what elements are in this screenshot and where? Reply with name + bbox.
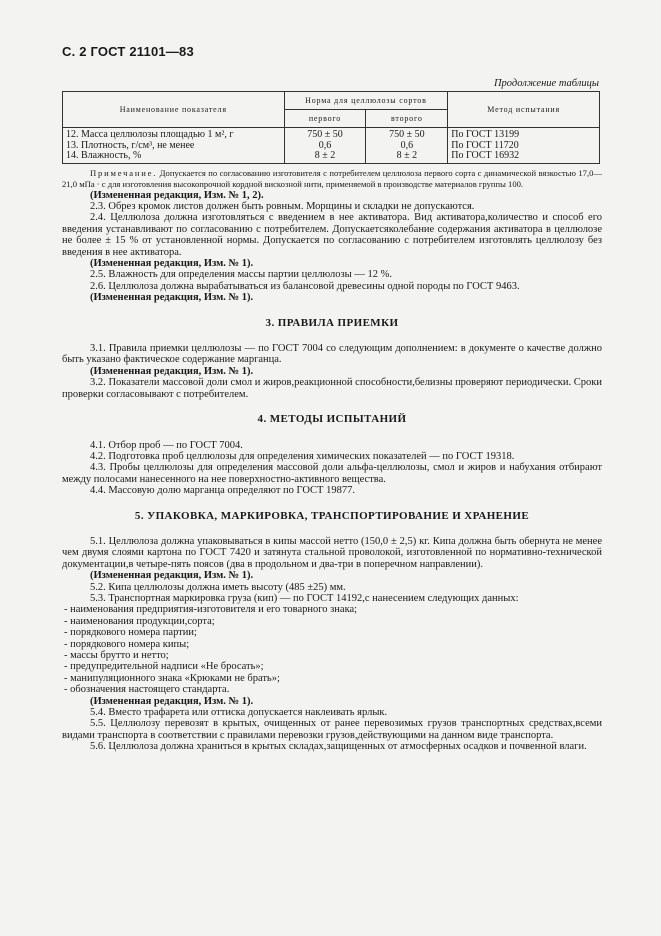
section-4-heading: 4. МЕТОДЫ ИСПЫТАНИЙ — [257, 413, 407, 426]
paragraph-2-4: 2.4. Целлюлоза должна изготовляться с введением в нее активатора. Вид активатора,количество и способ его введения устанавливают по согласованию с потребителем. Допускаетсяколебание содержания активатора в целлюлозе не более ± 15 % от установленной нормы. Допускается по согласованию с потребителем изготовлять целлюлозу без введения в нее активатора. — [62, 212, 602, 258]
paragraph-5-2: 5.2. Кипа целлюлозы должна иметь высоту (485 ±25) мм. — [90, 581, 346, 593]
paragraph-2-3: 2.3. Обрез кромок листов должен быть ровным. Морщины и складки не допускаются. — [90, 201, 475, 212]
table-row — [63, 128, 600, 141]
row-first: 750 ± 50 — [284, 128, 366, 141]
edit-note: (Измененная редакция, Изм. № 1). — [90, 258, 254, 270]
table-row — [63, 151, 600, 163]
paragraph-5-3: 5.3. Транспортная маркировка груза (кип) — по ГОСТ 14192,с нанесением следующих данных: — [90, 592, 519, 604]
paragraph-4-4: 4.4. Массовую долю марганца определяют по ГОСТ 19877. — [90, 485, 355, 497]
paragraph-5-6: 5.6. Целлюлоза должна храниться в крытых складах,защищенных от атмосферных осадков и почвенной влаги. — [90, 741, 587, 753]
edit-note: (Измененная редакция, Изм. № 1). — [90, 695, 254, 707]
paragraph-5-1: 5.1. Целлюлоза должна упаковываться в кипы массой нетто (150,0 ± 2,5) кг. Кипа должна быть обернута не менее чем двумя слоями картона по ГОСТ 7420 и затянута стальной проволокой, изготовленной по нормативно-технической документации,в четыре-пять поясов (два в продольном и два-три в поперечном направлении). — [62, 535, 602, 570]
row-first: 0,6 — [284, 141, 366, 152]
paragraph-2-6: 2.6. Целлюлоза должна вырабатываться из балансовой древесины одной породы по ГОСТ 9463. — [90, 280, 520, 292]
col-header-second: второго — [366, 110, 448, 128]
row-first: 8 ± 2 — [284, 151, 366, 163]
list-item: - манипуляционного знака «Крюками не брать»; — [64, 672, 280, 684]
section-5-heading: 5. УПАКОВКА, МАРКИРОВКА, ТРАНСПОРТИРОВАНИЕ И ХРАНЕНИЕ — [134, 509, 530, 522]
col-header-name: Наименование показателя — [63, 92, 285, 128]
list-item: - порядкового номера партии; — [64, 627, 197, 639]
row-name: 12. Масса целлюлозы площадью 1 м², г — [63, 128, 285, 141]
paragraph-4-2: 4.2. Подготовка проб целлюлозы для определения химических показателей — по ГОСТ 19318. — [90, 450, 515, 462]
row-second: 8 ± 2 — [366, 151, 448, 163]
table-note — [62, 168, 602, 190]
parameters-table — [62, 91, 600, 164]
col-header-norm: Норма для целлюлозы сортов — [284, 92, 448, 110]
edit-note: (Измененная редакция, Изм. № 1). — [90, 365, 254, 377]
row-method: По ГОСТ 16932 — [448, 151, 600, 163]
paragraph-4-3: 4.3. Пробы целлюлозы для определения массовой доли альфа-целлюлозы, смол и жиров и набухания отбирают между полосами нанесенного на нее поверхностно-активного вещества. — [62, 462, 602, 485]
document-body — [62, 168, 602, 753]
edit-note: (Измененная редакция, Изм. № 1). — [90, 570, 254, 582]
paragraph-5-4: 5.4. Вместо трафарета или оттиска допускается наклеивать ярлык. — [90, 707, 388, 719]
paragraph-4-1: 4.1. Отбор проб — по ГОСТ 7004. — [90, 439, 243, 451]
section-3-heading: 3. ПРАВИЛА ПРИЕМКИ — [265, 316, 399, 329]
note-label: Примечание. — [90, 168, 158, 178]
row-name: 14. Влажность, % — [63, 151, 285, 163]
list-item: - порядкового номера кипы; — [64, 638, 190, 650]
edit-note: (Измененная редакция, Изм. № 1). — [90, 292, 254, 304]
list-item: - обозначения настоящего стандарта. — [64, 684, 230, 696]
row-method: По ГОСТ 11720 — [448, 141, 600, 152]
paragraph-3-1: 3.1. Правила приемки целлюлозы — по ГОСТ 7004 со следующим дополнением: в документе о качестве должно быть указано фактическое содержание марганца. — [62, 343, 602, 366]
list-item: - наименования продукции,сорта; — [64, 615, 215, 627]
table-continuation-label: Продолжение таблицы — [493, 78, 599, 89]
row-second: 0,6 — [366, 141, 448, 152]
paragraph-3-2: 3.2. Показатели массовой доли смол и жиров,реакционной способности,белизны проверяют периодически. Сроки проверки согласовывают с потребителем. — [62, 377, 602, 400]
list-item: - предупредительной надписи «Не бросать»; — [64, 661, 264, 673]
row-second: 750 ± 50 — [366, 128, 448, 141]
row-method: По ГОСТ 13199 — [448, 128, 600, 141]
page-header: С. 2 ГОСТ 21101—83 — [62, 44, 194, 59]
col-header-method: Метод испытания — [448, 92, 600, 128]
edit-note: (Измененная редакция, Изм. № 1, 2). — [90, 189, 264, 201]
col-header-first: первого — [284, 110, 366, 128]
note-text: Допускается по согласованию изготовителя с потребителем целлюлоза первого сорта с динамической вязкостью 17,0—21,0 мПа · с для изготовления высокопрочной кордной вискозной нити, применяемой в производстве материалов группы 100. — [62, 168, 602, 189]
row-name: 13. Плотность, г/см³, не менее — [63, 141, 285, 152]
paragraph-5-5: 5.5. Целлюлозу перевозят в крытых, очищенных от ранее перевозимых грузов транспортных средствах,всеми видами транспорта в соответствии с правилами перевозки грузов,действующими на данном виде транспорта. — [62, 718, 602, 741]
list-item: - массы брутто и нетто; — [64, 650, 169, 661]
paragraph-2-5: 2.5. Влажность для определения массы партии целлюлозы — 12 %. — [90, 269, 392, 281]
list-item: - наименования предприятия-изготовителя и его товарного знака; — [64, 604, 358, 616]
